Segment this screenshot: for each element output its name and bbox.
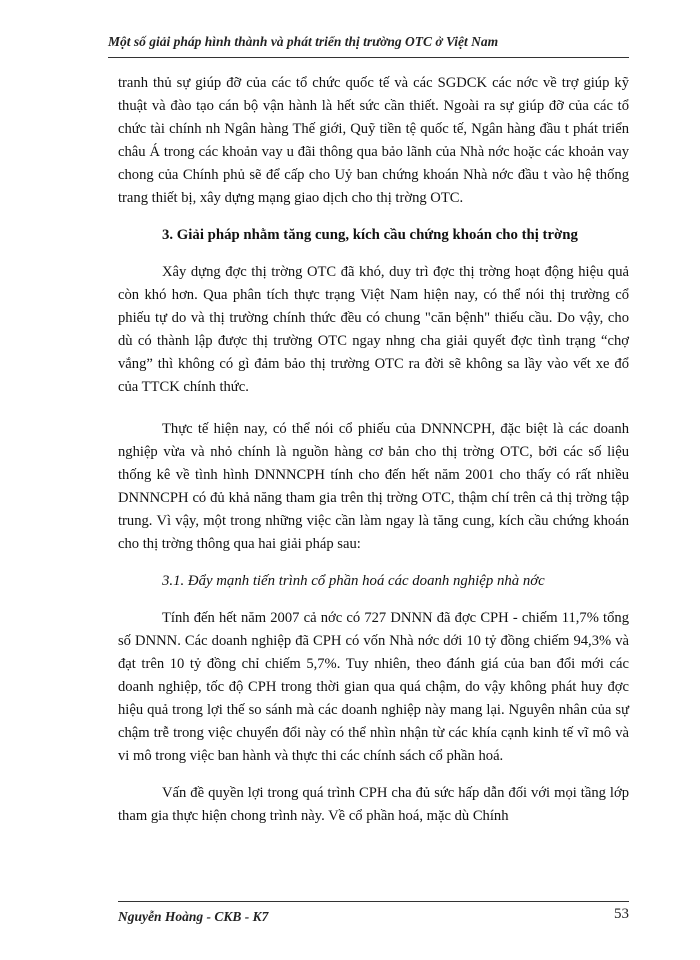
subsection-heading-3-1: 3.1. Đẩy mạnh tiến trình cổ phần hoá các doanh nghiệp nhà nớc (162, 573, 545, 589)
paragraph-1: tranh thủ sự giúp đỡ của các tổ chức quốc tế và các SGDCK các nớc về trợ giúp kỹ thuật và đào tạo cán bộ vận hành là hết sức cần thiết. Ngoài ra sự giúp đỡ của các tổ chức tài chính nh Ngân hàng Thế giới, Quỹ tiền tệ quốc tế, Ngân hàng đầu t phát triển châu Á trong các khoản vay u đãi thông qua bảo lãnh của Nhà nớc hoặc các khoản vay chong của Chính phủ sẽ để cấp cho Uỷ ban chứng khoán Nhà nớc đầu t vào hệ thống trang thiết bị, xây dựng mạng giao dịch cho thị trờng OTC. (118, 75, 629, 206)
paragraph-5: Vấn đề quyền lợi trong quá trình CPH cha đủ sức hấp dẫn đối với mọi tầng lớp tham gia thực hiện chong trình này. Về cổ phần hoá, mặc dù Chính (118, 785, 629, 824)
paragraph-3: Thực tế hiện nay, có thể nói cổ phiếu của DNNNCPH, đặc biệt là các doanh nghiệp vừa và nhỏ chính là nguồn hàng cơ bản cho thị trờng OTC, bởi các số liệu thống kê về tình hình DNNNCPH tính cho đến hết năm 2001 cho thấy có rất nhiều DNNNCPH có đủ khả năng tham gia trên thị trờng OTC, thậm chí trên cả thị trờng tập trung. Vì vậy, một trong những việc cần làm ngay là tăng cung, kích cầu chứng khoán cho thị trờng thông qua hai giải pháp sau: (118, 421, 629, 552)
page-body (118, 72, 629, 828)
footer-rule (118, 901, 629, 902)
header-rule (108, 57, 629, 58)
paragraph-2: Xây dựng đợc thị trờng OTC đã khó, duy trì đợc thị trờng hoạt động hiệu quả còn khó hơn. Qua phân tích thực trạng Việt Nam hiện nay, có thể nói thị trường cổ phiếu tự do và thị trường chính thức đều có chung "căn bệnh" thiếu cầu. Do vậy, cho dù có thành lập được thị trường OTC ngay nhng cha giải quyết đợc tình trạng “chợ vắng” thì không có gì đảm bảo thị trường OTC ra đời sẽ không sa lầy vào vết xe đổ của TTCK chính thức. (118, 264, 629, 395)
running-header: Một số giải pháp hình thành và phát triển thị trường OTC ở Việt Nam (108, 34, 499, 49)
footer-author: Nguyễn Hoàng - CKB - K7 (118, 909, 269, 924)
paragraph-4: Tính đến hết năm 2007 cả nớc có 727 DNNN đã đợc CPH - chiếm 11,7% tổng số DNNN. Các doanh nghiệp đã CPH có vốn Nhà nớc dới 10 tỷ đồng chiếm 94,3% và đạt trên 10 tỷ đồng chỉ chiếm 5,7%. Tuy nhiên, theo đánh giá của ban đổi mới các doanh nghiệp, tốc độ CPH trong thời gian qua quá chậm, do vậy không phát huy đợc hiệu quả trong lợi thế so sánh mà các doanh nghiệp này mang lại. Nguyên nhân của sự chậm trễ trong việc chuyển đổi này có thể nhìn nhận từ các khía cạnh kinh tế vĩ mô và vi mô trong việc ban hành và thực thi các chính sách cổ phần hoá. (118, 610, 629, 764)
section-heading-3: 3. Giải pháp nhằm tăng cung, kích cầu chứng khoán cho thị trờng (162, 227, 578, 243)
page-number: 53 (614, 906, 629, 922)
